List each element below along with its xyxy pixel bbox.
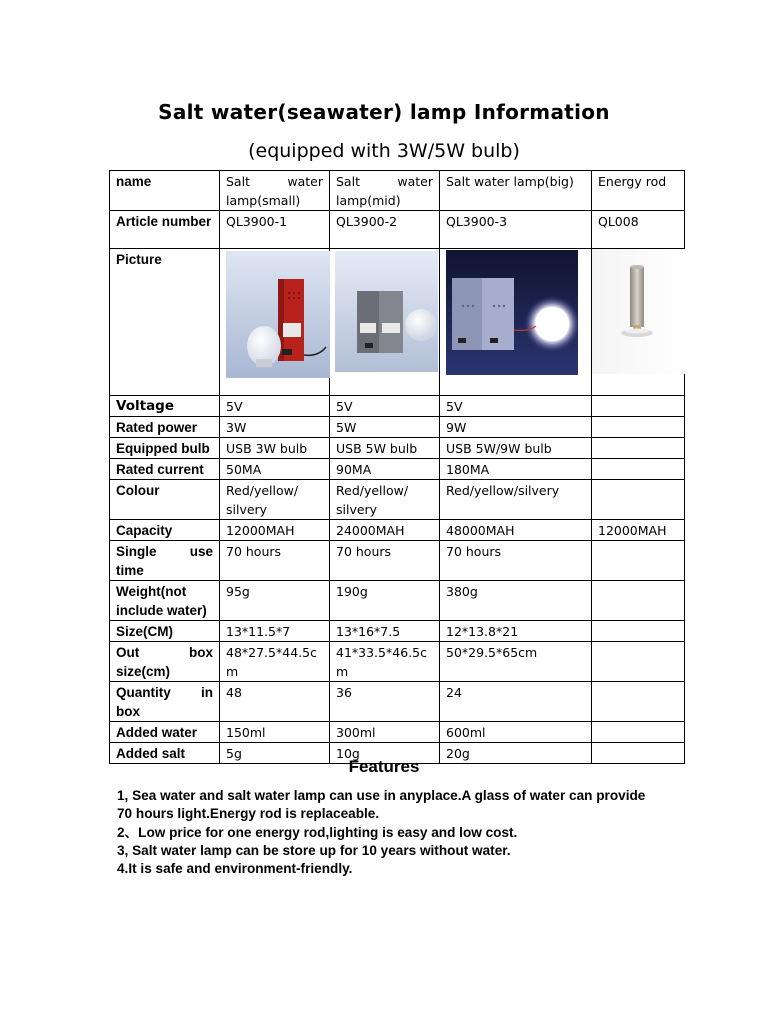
- table-row-name: [110, 171, 685, 211]
- cell: 380g: [440, 581, 592, 621]
- cell: 9W: [440, 417, 592, 438]
- table-row-picture: [110, 249, 685, 396]
- cell: 13*11.5*7: [220, 621, 330, 642]
- features-title: Features: [348, 757, 420, 776]
- row-label: Capacity: [110, 520, 220, 541]
- feature-item: 1, Sea water and salt water lamp can use in anyplace.A glass of water can provide 70 hours light.Energy rod is replaceable.: [117, 788, 646, 822]
- cell: 5V: [220, 396, 330, 417]
- cell: [592, 581, 685, 621]
- cell: 5V: [330, 396, 440, 417]
- row-label: Picture: [110, 249, 220, 396]
- row-label-out-box: Out box size(cm): [110, 642, 220, 682]
- cell: [592, 682, 685, 722]
- table-row: [110, 438, 685, 459]
- table-row: [110, 642, 685, 682]
- cell: 150ml: [220, 722, 330, 743]
- cell: USB 3W bulb: [220, 438, 330, 459]
- features-list: [117, 787, 657, 878]
- cell: 180MA: [440, 459, 592, 480]
- cell: 20g: [440, 743, 592, 764]
- cell: 36: [330, 682, 440, 722]
- cell: 70 hours: [440, 541, 592, 581]
- table-row: [110, 459, 685, 480]
- cell: Red/yellow/ silvery: [330, 480, 440, 520]
- table-row: [110, 480, 685, 520]
- cell: 600ml: [440, 722, 592, 743]
- cell: 10g: [330, 743, 440, 764]
- row-label: Rated power: [110, 417, 220, 438]
- row-label: Article number: [110, 211, 220, 249]
- table-row: [110, 396, 685, 417]
- row-label: Added salt: [110, 743, 220, 764]
- table-row: [110, 541, 685, 581]
- cell: QL3900-3: [440, 211, 592, 249]
- col-header-big: Salt water lamp(big): [440, 171, 592, 211]
- cell: [592, 541, 685, 581]
- cell: QL3900-2: [330, 211, 440, 249]
- cell: [592, 642, 685, 682]
- feature-item: 2、Low price for one energy rod,lighting is easy and low cost.: [117, 824, 518, 840]
- row-label: Colour: [110, 480, 220, 520]
- cell: [592, 722, 685, 743]
- row-label: Equipped bulb: [110, 438, 220, 459]
- cell: 5g: [220, 743, 330, 764]
- cell: 12000MAH: [220, 520, 330, 541]
- cell: 5V: [440, 396, 592, 417]
- cell: 95g: [220, 581, 330, 621]
- row-label-quantity: Quantity in box: [110, 682, 220, 722]
- cell: [592, 459, 685, 480]
- product-image-rod: [592, 249, 685, 396]
- page-title: Salt water(seawater) lamp Information: [158, 100, 610, 124]
- cell: [592, 438, 685, 459]
- spec-table: [109, 170, 685, 764]
- row-label: Size(CM): [110, 621, 220, 642]
- cell: [592, 480, 685, 520]
- row-label: Rated current: [110, 459, 220, 480]
- cell: 190g: [330, 581, 440, 621]
- row-label: name: [110, 171, 220, 211]
- row-label: Weight(not include water): [110, 581, 220, 621]
- cell: 24: [440, 682, 592, 722]
- table-row: [110, 682, 685, 722]
- table-row: [110, 520, 685, 541]
- col-header-rod: Energy rod: [592, 171, 685, 211]
- table-row-article: [110, 211, 685, 249]
- cell: 300ml: [330, 722, 440, 743]
- cell: [592, 621, 685, 642]
- product-image-mid: [330, 249, 440, 396]
- cell: USB 5W/9W bulb: [440, 438, 592, 459]
- col-header-mid: Salt water lamp(mid): [330, 171, 440, 211]
- cell: 3W: [220, 417, 330, 438]
- row-label: Voltage: [110, 396, 220, 417]
- cell: 50*29.5*65cm: [440, 642, 592, 682]
- cell: 24000MAH: [330, 520, 440, 541]
- product-image-big: [440, 249, 592, 396]
- cell: 48: [220, 682, 330, 722]
- feature-item: 4.It is safe and environment-friendly.: [117, 861, 353, 877]
- table-row: [110, 621, 685, 642]
- cell: [592, 417, 685, 438]
- cell: 12000MAH: [592, 520, 685, 541]
- cell: 48*27.5*44.5cm: [220, 642, 330, 682]
- cell: Red/yellow/silvery: [440, 480, 592, 520]
- cell: [592, 396, 685, 417]
- cell: 13*16*7.5: [330, 621, 440, 642]
- cell: Red/yellow/ silvery: [220, 480, 330, 520]
- cell: 70 hours: [220, 541, 330, 581]
- table-row: [110, 581, 685, 621]
- row-label-single-use: Single use time: [110, 541, 220, 581]
- cell: 41*33.5*46.5cm: [330, 642, 440, 682]
- table-row: [110, 722, 685, 743]
- cell: USB 5W bulb: [330, 438, 440, 459]
- cell: QL008: [592, 211, 685, 249]
- cell: 12*13.8*21: [440, 621, 592, 642]
- cell: 50MA: [220, 459, 330, 480]
- col-header-small: Salt water lamp(small): [220, 171, 330, 211]
- feature-item: 3, Salt water lamp can be store up for 10 years without water.: [117, 842, 511, 858]
- product-image-small: [220, 249, 330, 396]
- cell: 5W: [330, 417, 440, 438]
- page-subtitle: (equipped with 3W/5W bulb): [248, 140, 520, 162]
- cell: 70 hours: [330, 541, 440, 581]
- table-row: [110, 417, 685, 438]
- cell: 48000MAH: [440, 520, 592, 541]
- cell: QL3900-1: [220, 211, 330, 249]
- cell: 90MA: [330, 459, 440, 480]
- row-label: Added water: [110, 722, 220, 743]
